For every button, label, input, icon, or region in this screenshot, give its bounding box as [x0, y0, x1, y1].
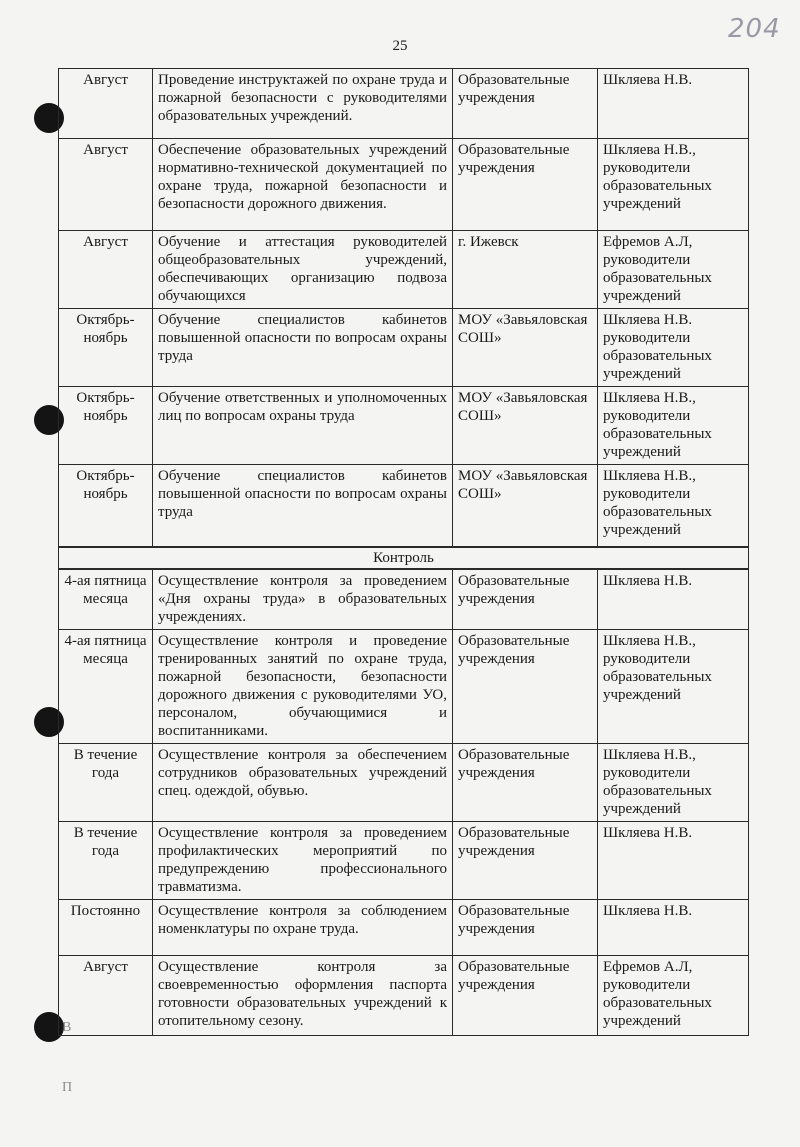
responsible-cell: Шкляева Н.В.: [598, 69, 749, 139]
date-cell: Август: [59, 231, 153, 309]
place-cell: Образовательные учреждения: [453, 569, 598, 630]
responsible-cell: Шкляева Н.В., руководители образовательных учреждений: [598, 465, 749, 547]
table-row: [59, 743, 749, 821]
table-row: [59, 231, 749, 309]
date-cell: Октябрь-ноябрь: [59, 387, 153, 465]
date-cell: 4-ая пятница месяца: [59, 569, 153, 630]
table-row: [59, 569, 749, 630]
date-cell: 4-ая пятница месяца: [59, 629, 153, 743]
date-cell: Август: [59, 69, 153, 139]
table-row: [59, 139, 749, 231]
responsible-cell: Шкляева Н.В.: [598, 821, 749, 899]
place-cell: МОУ «Завьяловская СОШ»: [453, 465, 598, 547]
date-cell: Август: [59, 955, 153, 1035]
place-cell: Образовательные учреждения: [453, 899, 598, 955]
responsible-cell: Шкляева Н.В.: [598, 569, 749, 630]
responsible-cell: Ефремов А.Л, руководители образовательных учреждений: [598, 955, 749, 1035]
event-cell: Осуществление контроля за своевременностью оформления паспорта готовности образовательных учреждений к отопительному сезону.: [153, 955, 453, 1035]
place-cell: Образовательные учреждения: [453, 955, 598, 1035]
margin-mark-1: В: [62, 1020, 72, 1035]
table-row: [59, 821, 749, 899]
event-cell: Проведение инструктажей по охране труда и пожарной безопасности с руководителями образовательных учреждений.: [153, 69, 453, 139]
date-cell: В течение года: [59, 743, 153, 821]
event-cell: Обучение специалистов кабинетов повышенной опасности по вопросам охраны труда: [153, 465, 453, 547]
place-cell: Образовательные учреждения: [453, 69, 598, 139]
event-cell: Осуществление контроля за обеспечением сотрудников образовательных учреждений спец. одеждой, обувью.: [153, 743, 453, 821]
responsible-cell: Шкляева Н.В., руководители образовательных учреждений: [598, 743, 749, 821]
event-cell: Обеспечение образовательных учреждений нормативно-технической документацией по охране труда, пожарной безопасности и безопасности дорожного движения.: [153, 139, 453, 231]
section-title: Контроль: [59, 547, 749, 569]
event-cell: Обучение ответственных и уполномоченных лиц по вопросам охраны труда: [153, 387, 453, 465]
table-row: [59, 629, 749, 743]
responsible-cell: Шкляева Н.В., руководители образовательных учреждений: [598, 139, 749, 231]
date-cell: В течение года: [59, 821, 153, 899]
responsible-cell: Шкляева Н.В. руководители образовательных учреждений: [598, 309, 749, 387]
archive-page-number: 204: [728, 14, 781, 44]
place-cell: Образовательные учреждения: [453, 743, 598, 821]
place-cell: МОУ «Завьяловская СОШ»: [453, 309, 598, 387]
table-row: [59, 465, 749, 547]
event-cell: Осуществление контроля за проведением «Дня охраны труда» в образовательных учреждениях.: [153, 569, 453, 630]
place-cell: г. Ижевск: [453, 231, 598, 309]
page-number: 25: [392, 38, 408, 54]
place-cell: Образовательные учреждения: [453, 629, 598, 743]
date-cell: Октябрь-ноябрь: [59, 309, 153, 387]
responsible-cell: Шкляева Н.В., руководители образовательных учреждений: [598, 629, 749, 743]
event-cell: Осуществление контроля за проведением профилактических мероприятий по предупреждению профессионального травматизма.: [153, 821, 453, 899]
section-header-row: [59, 547, 749, 569]
responsible-cell: Ефремов А.Л, руководители образовательных учреждений: [598, 231, 749, 309]
place-cell: МОУ «Завьяловская СОШ»: [453, 387, 598, 465]
responsible-cell: Шкляева Н.В.: [598, 899, 749, 955]
table-row: [59, 387, 749, 465]
table-row: [59, 955, 749, 1035]
table-row: [59, 69, 749, 139]
responsible-cell: Шкляева Н.В., руководители образовательных учреждений: [598, 387, 749, 465]
date-cell: Октябрь-ноябрь: [59, 465, 153, 547]
date-cell: Постоянно: [59, 899, 153, 955]
event-cell: Осуществление контроля за соблюдением номенклатуры по охране труда.: [153, 899, 453, 955]
event-cell: Обучение специалистов кабинетов повышенной опасности по вопросам охраны труда: [153, 309, 453, 387]
event-cell: Обучение и аттестация руководителей общеобразовательных учреждений, обеспечивающих организацию подвоза обучающихся: [153, 231, 453, 309]
table-row: [59, 309, 749, 387]
place-cell: Образовательные учреждения: [453, 139, 598, 231]
plan-table: [58, 68, 749, 1036]
margin-mark-2: П: [62, 1080, 73, 1095]
table-row: [59, 899, 749, 955]
date-cell: Август: [59, 139, 153, 231]
event-cell: Осуществление контроля и проведение тренированных занятий по охране труда, пожарной безопасности, безопасности дорожного движения с руководителями УО, персоналом, обучающимися и воспитанниками.: [153, 629, 453, 743]
place-cell: Образовательные учреждения: [453, 821, 598, 899]
